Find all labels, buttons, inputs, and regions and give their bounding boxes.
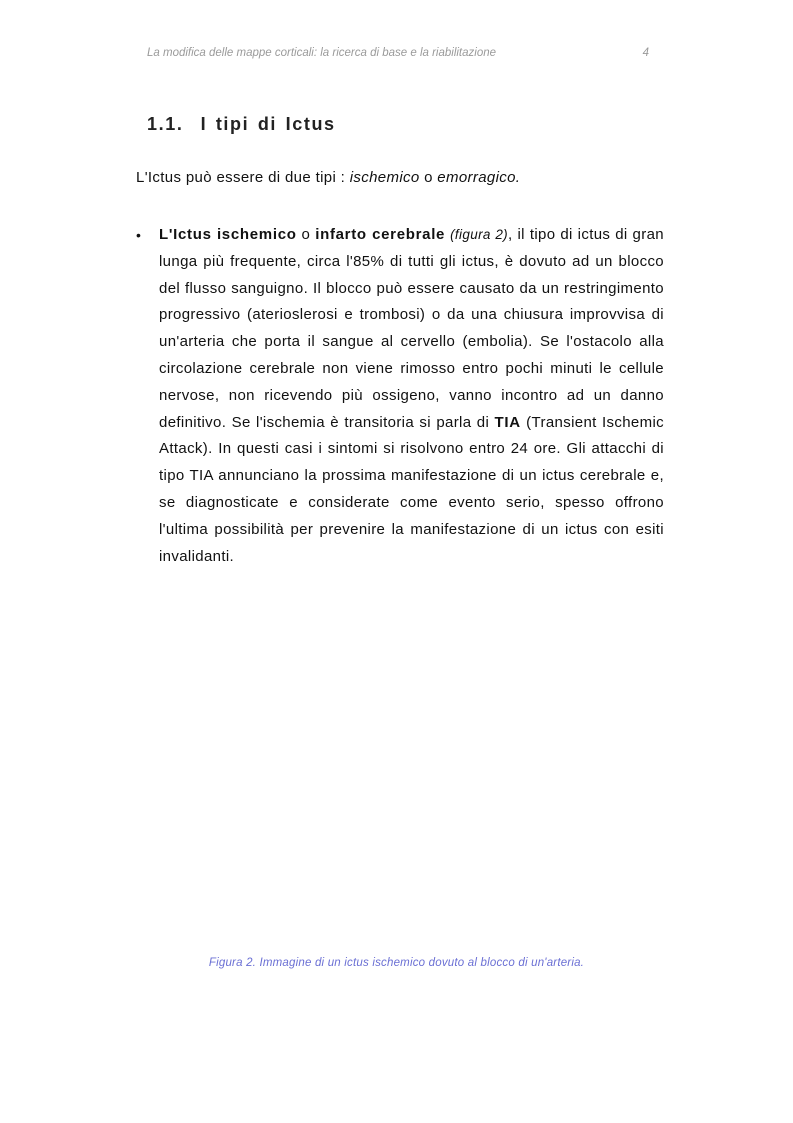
term-cerebral-infarction: infarto cerebrale (315, 226, 446, 243)
running-title: La modifica delle mappe corticali: la ricerca di base e la riabilitazione (147, 47, 497, 59)
bullet-list (136, 222, 664, 570)
intro-connector: o (419, 169, 438, 186)
bullet-text-part2: (Transient Ischemic Attack). In questi casi i sintomi si risolvono entro 24 ore. Gli attacchi di tipo TIA annunciano la prossima manifestazione di un ictus cerebrale e, se diagnosticate e considerate come evento serio, spesso offrono l'ultima possibilità per prevenire la manifestazione di un ictus con esiti invalidanti. (159, 413, 665, 565)
bullet-icon: • (136, 227, 142, 243)
section-heading (147, 114, 336, 135)
section-number: 1.1. (147, 114, 184, 134)
page-number: 4 (642, 47, 649, 59)
intro-type-hemorrhagic: emorragico. (437, 169, 521, 186)
figure-caption: Figura 2. Immagine di un ictus ischemico dovuto al blocco di un'arteria. (208, 957, 585, 969)
running-header (147, 47, 649, 65)
term-ischemic-stroke: L'Ictus ischemico (159, 226, 297, 243)
term-tia: TIA (494, 413, 521, 431)
intro-paragraph (136, 169, 520, 186)
section-title: I tipi di Ictus (200, 114, 336, 134)
term-connector: o (296, 226, 316, 243)
intro-prefix: L'Ictus può essere di due tipi : (136, 169, 350, 186)
figure-reference: (figura 2) (450, 227, 509, 242)
intro-type-ischemic: ischemico (349, 169, 420, 186)
list-item (136, 222, 664, 570)
bullet-text-part1: , il tipo di ictus di gran lunga più frequente, circa l'85% di tutti gli ictus, è dovuto ad un blocco del flusso sanguigno. Il blocco può essere causato da un restringimento progressivo (aterioslerosi e trombosi) o da una chiusura improvvisa di un'arteria che porta il sangue al cervello (embolia). Se l'ostacolo alla circolazione cerebrale non viene rimosso entro pochi minuti le cellule nervose, non ricevendo più ossigeno, vanno incontro ad un danno definitivo. Se l'ischemia è transitoria si parla di (159, 226, 664, 431)
